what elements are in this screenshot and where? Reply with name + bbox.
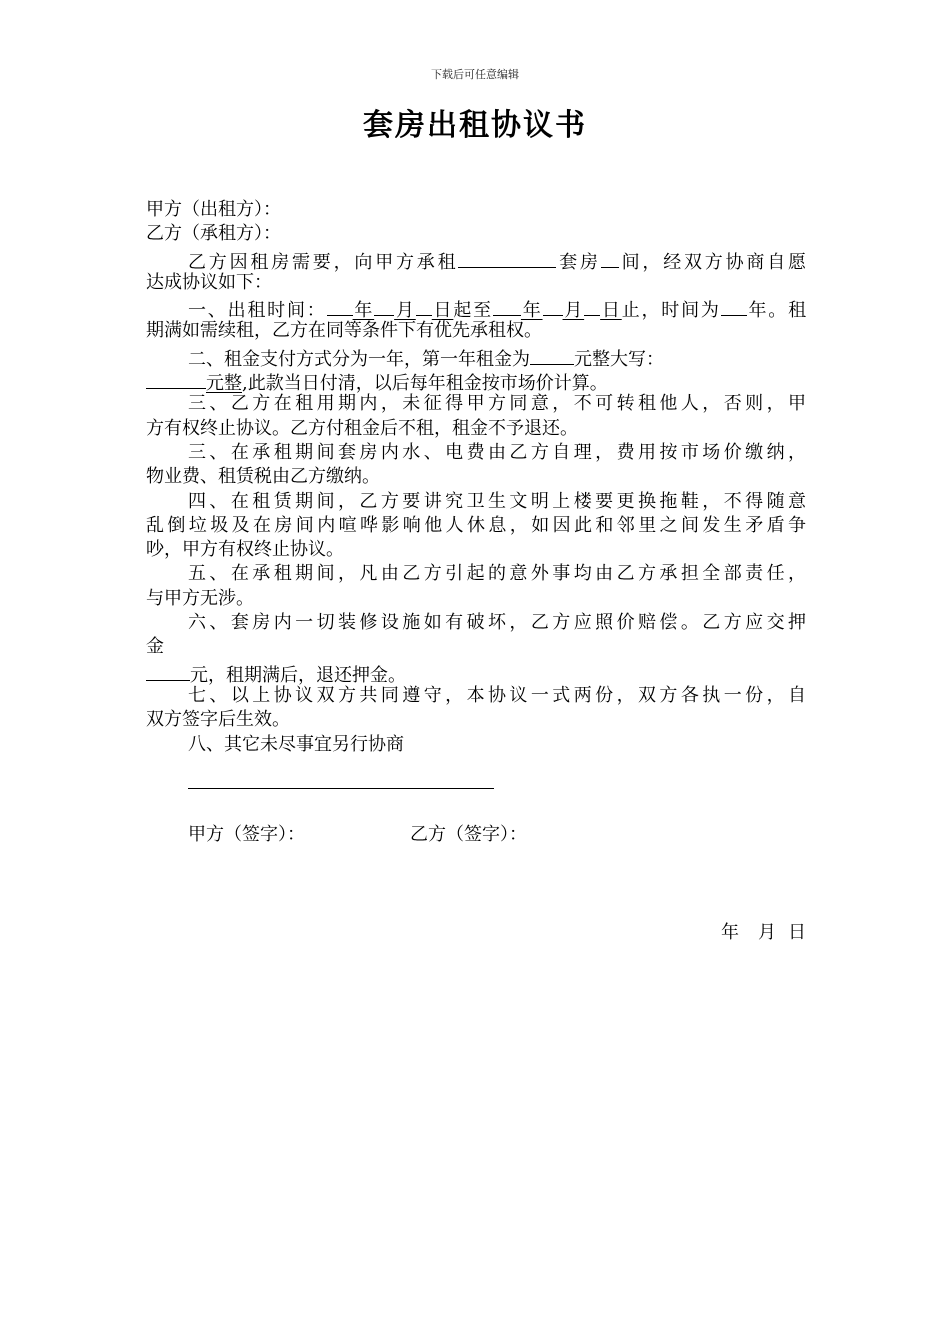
clause-3b-line-1: 三、在承租期间套房内水、电费由乙方自理，费用按市场价缴纳， — [188, 441, 806, 463]
party-a-label: 甲方（出租方）： — [146, 199, 281, 220]
date-day: 日 — [788, 922, 806, 943]
suite-blank — [458, 247, 556, 268]
clause-1-line-2: 期满如需续租，乙方在同等条件下有优先承租权。 — [146, 320, 542, 342]
intro-line-1: 乙方因租房需要，向甲方承租 套房 间，经双方协商自愿 — [146, 247, 806, 271]
agreement-body — [146, 198, 806, 757]
clause-6-line-1: 六、套房内一切装修设施如有破坏，乙方应照价赔偿。乙方应交押 — [188, 612, 806, 634]
clause-2-line-2: 元整,此款当日付清，以后每年租金按市场价计算。 — [146, 368, 806, 392]
end-year-blank — [493, 295, 521, 316]
document-title: 套房出租协议书 — [363, 108, 587, 143]
party-b-line — [146, 222, 806, 246]
clause-4-line-2: 乱倒垃圾及在房间内喧哗影响他人休息，如因此和邻里之间发生矛盾争 — [146, 514, 806, 536]
clause-7-line-2: 双方签字后生效。 — [146, 709, 290, 731]
signature-divider — [188, 788, 494, 789]
date-year: 年 — [721, 922, 739, 943]
rent-amount-blank — [530, 344, 574, 365]
party-a-signature: 甲方（签字）： — [188, 824, 305, 845]
rent-written-blank — [146, 368, 206, 389]
deposit-blank — [146, 660, 190, 681]
clause-1-line-1: 一、出租时间： 年 月 日起至 年 月 日止，时间为 年。租 — [146, 295, 806, 319]
term-years-blank — [721, 295, 747, 316]
signing-date — [721, 918, 806, 944]
clause-7-line-1: 七、以上协议双方共同遵守，本协议一式两份，双方各执一份，自 — [188, 684, 806, 706]
clause-3a-line-1: 三、乙方在租用期内，未征得甲方同意，不可转租他人，否则，甲 — [188, 393, 806, 415]
clause-3b-line-2: 物业费、租赁税由乙方缴纳。 — [146, 466, 380, 488]
clause-4-line-1: 四、在租赁期间，乙方要讲究卫生文明上楼要更换拖鞋，不得随意 — [188, 490, 806, 512]
clause-4-line-3: 吵，甲方有权终止协议。 — [146, 539, 344, 561]
clause-5-line-2: 与甲方无涉。 — [146, 587, 254, 609]
clause-5-line-1: 五、在承租期间，凡由乙方引起的意外事均由乙方承担全部责任， — [188, 563, 806, 585]
start-year-blank — [327, 295, 353, 316]
clause-6-line-3: 元，租期满后，退还押金。 — [146, 660, 806, 684]
date-month: 月 — [758, 922, 776, 943]
clause-3a-line-2: 方有权终止协议。乙方付租金后不租，租金不予退还。 — [146, 417, 578, 439]
clause-8-line: 八、其它未尽事宜另行协商 — [188, 733, 404, 755]
intro-line-2: 达成协议如下： — [146, 271, 272, 293]
clause-2-line-1: 二、租金支付方式分为一年，第一年租金为 元整大写： — [146, 344, 806, 368]
header-note: 下载后可任意编辑 — [431, 68, 519, 81]
clause-6-line-2: 金 — [146, 636, 164, 658]
room-count-blank — [601, 247, 619, 268]
party-a-line — [146, 198, 806, 222]
party-b-label: 乙方（承租方）： — [146, 223, 281, 245]
party-b-signature: 乙方（签字）： — [410, 824, 527, 845]
